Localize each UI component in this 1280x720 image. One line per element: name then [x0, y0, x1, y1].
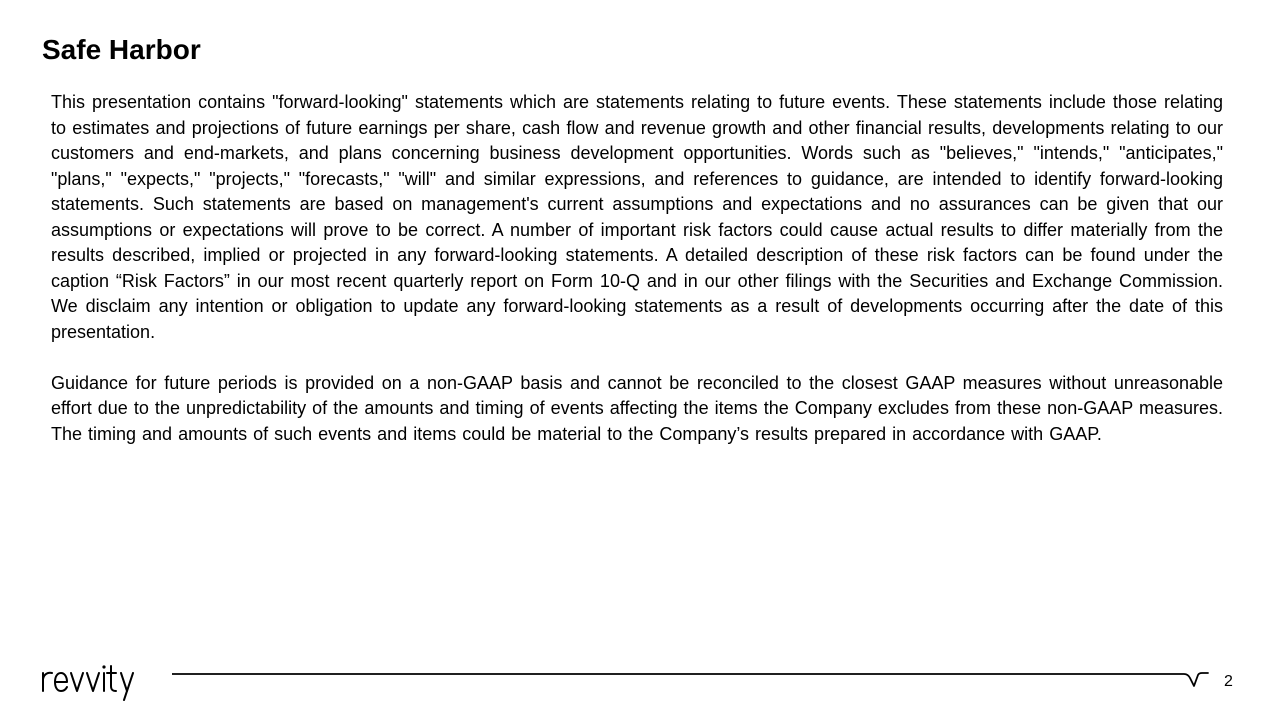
slide-title: Safe Harbor [42, 34, 201, 65]
page-number: 2 [1224, 673, 1233, 690]
safe-harbor-paragraph-guidance: Guidance for future periods is provided on a non-GAAP basis and cannot be reconciled to the closest GAAP measures without unreasonable effort due to the unpredictability of the amounts and timing of events affecting the items the Company excludes from these non-GAAP measures. The timing and amounts of such events and items could be material to the Company’s results prepared in accordance with GAAP. [51, 372, 1223, 444]
revvity-wordmark-icon [40, 660, 152, 702]
safe-harbor-body [51, 90, 1223, 447]
footer-divider-line [172, 669, 1212, 687]
safe-harbor-paragraph-forward-looking: This presentation contains "forward-looking" statements which are statements relating to future events. These statements include those relating to estimates and projections of future earnings per share, cash flow and revenue growth and other financial results, developments relating to our customers and end-markets, and plans concerning business development opportunities. Words such as "believes," "intends," "anticipates," "plans," "expects," "projects," "forecasts," "will" and similar expressions, and references to guidance, are intended to identify forward-looking statements. Such statements are based on management's current assumptions and expectations and no assurances can be given that our assumptions or expectations will prove to be correct. A number of important risk factors could cause actual results to differ materially from the results described, implied or projected in any forward-looking statements. A detailed description of these risk factors can be found under the caption “Risk Factors” in our most recent quarterly report on Form 10-Q and in our other filings with the Securities and Exchange Commission. We disclaim any intention or obligation to update any forward-looking statements as a result of developments occurring after the date of this presentation. [51, 92, 1223, 342]
